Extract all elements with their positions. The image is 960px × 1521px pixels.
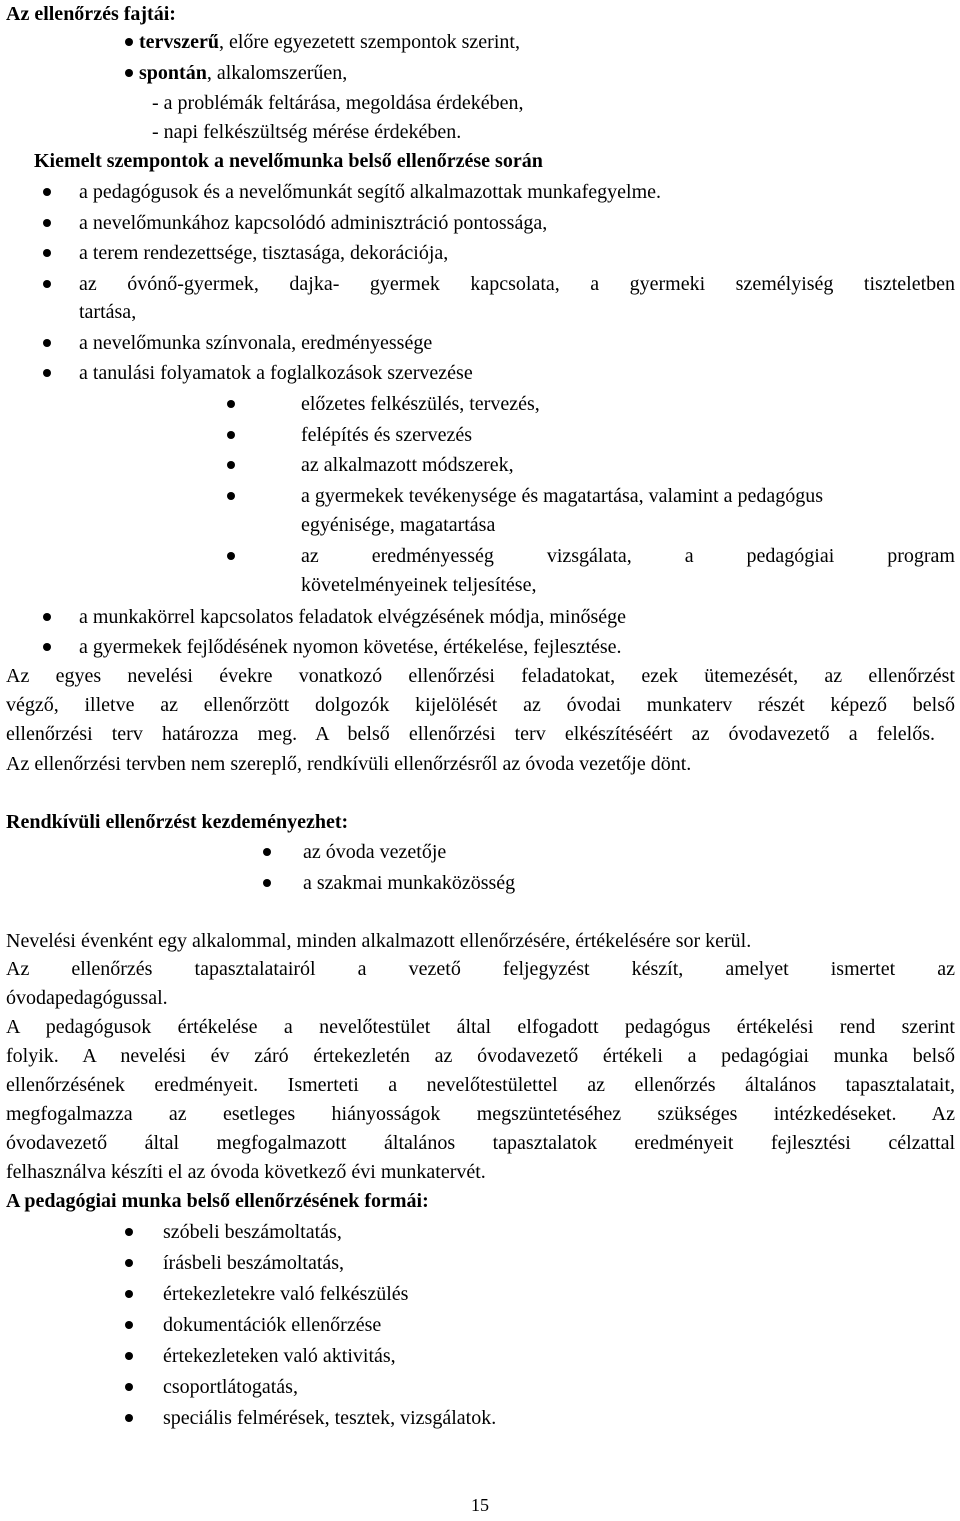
list-item: a gyermekek fejlődésének nyomon követése, értékelése, fejlesztése. xyxy=(79,636,622,658)
list-item-bold: tervszerű xyxy=(139,31,219,53)
bullet-icon xyxy=(125,1352,133,1360)
bullet-icon xyxy=(125,1414,133,1422)
bullet-icon xyxy=(125,1290,133,1298)
paragraph-line: Az egyes nevelési évekre vonatkozó ellenőrzési feladatokat, ezek ütemezését, az ellenőrzést xyxy=(6,665,955,687)
list-item: a nevelőmunka színvonala, eredményessége xyxy=(79,332,433,354)
bullet-icon xyxy=(43,280,51,288)
bullet-icon xyxy=(263,848,271,856)
paragraph-line: óvodavezető által megfogalmazott általános tapasztalatok eredményeit fejlesztési célzattal xyxy=(6,1132,955,1154)
sub-list-item-continuation: követelményeinek teljesítése, xyxy=(301,574,537,596)
bullet-icon xyxy=(43,219,51,227)
bullet-icon xyxy=(125,1383,133,1391)
list-item-continuation: tartása, xyxy=(79,301,137,323)
sub-list-item: felépítés és szervezés xyxy=(301,424,473,446)
sub-list-item: a gyermekek tevékenysége és magatartása, valamint a pedagógus xyxy=(301,485,824,507)
paragraph-line: ellenőrzési terv határozza meg. A belső ellenőrzési terv elkészítéséért az óvodavezető a felelős. xyxy=(6,723,935,745)
sub-item: - napi felkészültség mérése érdekében. xyxy=(152,121,462,143)
bullet-icon xyxy=(43,369,51,377)
paragraph-line: Az ellenőrzési tervben nem szereplő, rendkívüli ellenőrzésről az óvoda vezetője dönt. xyxy=(6,753,692,775)
list-item: speciális felmérések, tesztek, vizsgálatok. xyxy=(163,1407,497,1429)
bullet-icon xyxy=(43,188,51,196)
bullet-icon xyxy=(125,1321,133,1329)
list-item: a pedagógusok és a nevelőmunkát segítő alkalmazottak munkafegyelme. xyxy=(79,181,662,203)
list-item: értekezleteken való aktivitás, xyxy=(163,1345,396,1367)
bullet-icon xyxy=(125,38,133,46)
list-item: írásbeli beszámoltatás, xyxy=(163,1252,345,1274)
list-item: szóbeli beszámoltatás, xyxy=(163,1221,342,1243)
list-item: dokumentációk ellenőrzése xyxy=(163,1314,382,1336)
list-item-text: , előre egyezetett szempontok szerint, xyxy=(218,31,520,53)
list-item-text: , alkalomszerűen, xyxy=(206,62,348,84)
sub-list-item: az eredményesség vizsgálata, a pedagógiai program xyxy=(301,545,955,567)
sub-list-item: előzetes felkészülés, tervezés, xyxy=(301,393,540,415)
page-number: 15 xyxy=(471,1495,489,1515)
paragraph-line: Nevelési évenként egy alkalommal, minden alkalmazott ellenőrzésére, értékelésére sor kerül. xyxy=(6,930,752,952)
bullet-icon xyxy=(43,643,51,651)
sub-item: - a problémák feltárása, megoldása érdekében, xyxy=(152,92,524,114)
bullet-icon xyxy=(125,69,133,77)
bullet-icon xyxy=(43,613,51,621)
list-item xyxy=(139,27,520,58)
list-item: értekezletekre való felkészülés xyxy=(163,1283,409,1305)
bullet-icon xyxy=(227,400,235,408)
bullet-icon xyxy=(125,1259,133,1267)
sub-list-item-continuation: egyénisége, magatartása xyxy=(301,514,496,536)
bullet-icon xyxy=(227,552,235,560)
paragraph-line: végző, illetve az ellenőrzött dolgozók kijelölését az óvodai munkaterv részét képező belső xyxy=(6,694,955,716)
section-heading-fajtai: Az ellenőrzés fajtái: xyxy=(6,3,176,25)
sub-list-item: az alkalmazott módszerek, xyxy=(301,454,514,476)
list-item: a munkakörrel kapcsolatos feladatok elvégzésének módja, minősége xyxy=(79,606,627,628)
paragraph-line: Az ellenőrzés tapasztalatairól a vezető feljegyzést készít, amelyet ismertet az xyxy=(6,958,955,980)
paragraph-line: ellenőrzésének eredményeit. Ismerteti a nevelőtestülettel az ellenőrzés általános tapasztalatait, xyxy=(6,1074,955,1096)
list-item: az óvónő-gyermek, dajka- gyermek kapcsolata, a gyermeki személyiség tiszteletben xyxy=(79,273,955,295)
list-item: a tanulási folyamatok a foglalkozások szervezése xyxy=(79,362,473,384)
paragraph-line: folyik. A nevelési év záró értekezletén az óvodavezető értékeli a pedagógiai munka belső xyxy=(6,1045,955,1067)
bullet-icon xyxy=(125,1228,133,1236)
list-item: a szakmai munkaközösség xyxy=(303,872,516,894)
paragraph-line: A pedagógusok értékelése a nevelőtestület által elfogadott pedagógus értékelési rend szerint xyxy=(6,1016,955,1038)
list-item: a nevelőmunkához kapcsolódó adminisztráció pontossága, xyxy=(79,212,548,234)
bullet-icon xyxy=(227,461,235,469)
section-heading-rendkivuli: Rendkívüli ellenőrzést kezdeményezhet: xyxy=(6,811,349,833)
list-item: csoportlátogatás, xyxy=(163,1376,298,1398)
paragraph-line: felhasználva készíti el az óvoda következő évi munkatervét. xyxy=(6,1161,486,1183)
bullet-icon xyxy=(43,339,51,347)
section-heading-formai: A pedagógiai munka belső ellenőrzésének formái: xyxy=(6,1190,429,1212)
list-item xyxy=(139,58,347,89)
bullet-icon xyxy=(227,431,235,439)
paragraph-line: megfogalmazza az esetleges hiányosságok megszüntetéséhez szükséges intézkedéseket. Az xyxy=(6,1103,955,1125)
bullet-icon xyxy=(43,249,51,257)
bullet-icon xyxy=(263,879,271,887)
section-heading-szempontok: Kiemelt szempontok a nevelőmunka belső ellenőrzése során xyxy=(34,150,543,172)
list-item-bold: spontán xyxy=(139,62,207,84)
list-item: a terem rendezettsége, tisztasága, dekorációja, xyxy=(79,242,449,264)
bullet-icon xyxy=(227,492,235,500)
paragraph-line: óvodapedagógussal. xyxy=(6,987,168,1009)
list-item: az óvoda vezetője xyxy=(303,841,447,863)
